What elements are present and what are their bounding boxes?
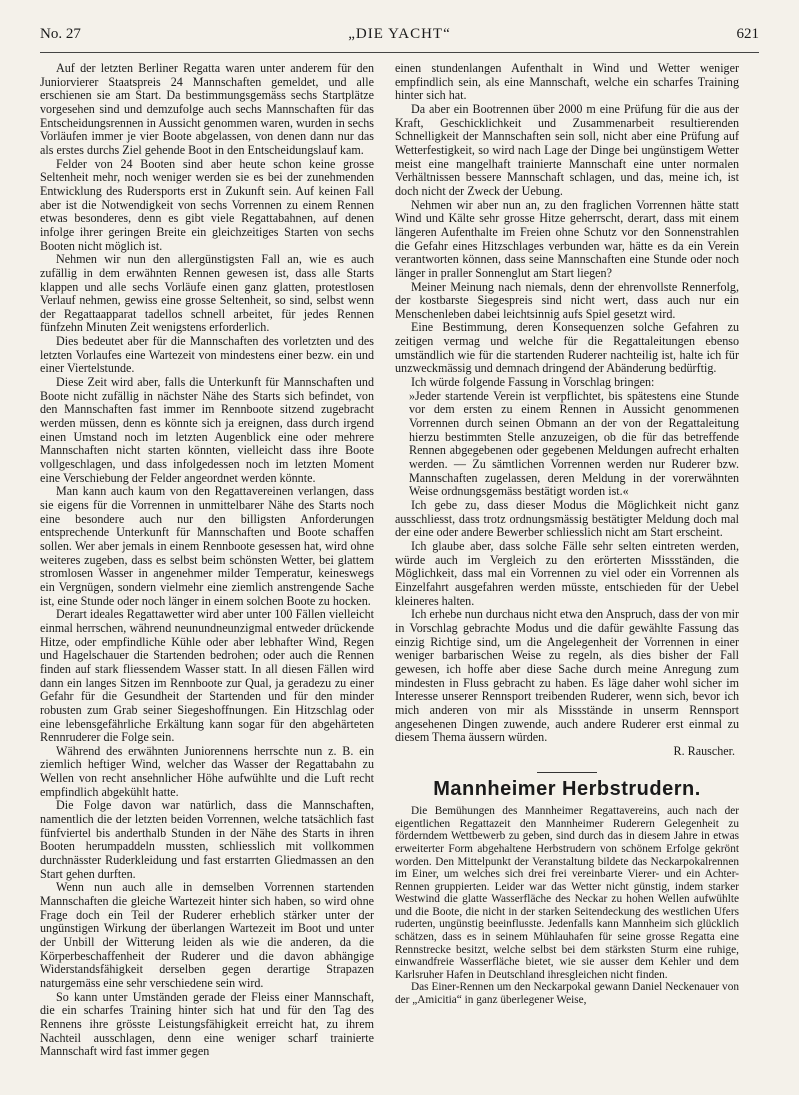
issue-number: No. 27 bbox=[40, 26, 81, 42]
paragraph: Diese Zeit wird aber, falls die Unterkunft für Mannschaften und Boote nicht zufällig in nächster Nähe des Starts sich befindet, von den Mannschaften fast immer im Rennboote sitzend zugebracht werden müssen, denn es könnte sich ja ereignen, dass durch irgend einen Umstand noch im letzten Augenblick eine oder mehrere Mannschaften nicht starten könnten, vielleicht dass ihre Boote vollgeschlagen, und dass infolgedessen noch im letzten Moment eine Verschiebung der Felder angeordnet werden könnte. bbox=[40, 375, 374, 485]
section-divider bbox=[537, 772, 597, 773]
paragraph: Während des erwähnten Juniorennens herrschte nun z. B. ein ziemlich heftiger Wind, welcher das Wasser der Regattabahn zu Wellen von recht ansehnlicher Höhe aufwühlte und die Luft recht empfindlich abgekühlt hatte. bbox=[40, 743, 374, 799]
page-number: 621 bbox=[736, 26, 759, 42]
paragraph: Man kann auch kaum von den Regattavereinen verlangen, dass sie eigens für die Vorrennen in unmittelbarer Nähe des Starts noch eine besondere auch nur den billigsten Anforderungen entsprechende Unterkunft für Mannschaften und Boote schaffen sollen. Wer aber jemals in einem Rennboote gesessen hat, wird ohne weiteres zugeben, dass es selbst beim schönsten Wetter, bei glattem stromlosen Wasser in angenehmer milder Temperatur, keineswegs ein Vergnügen, sondern vielmehr eine ziemlich anstrengende Sache ist, eine Stunde oder noch länger in einem solchen Boote zu hocken. bbox=[40, 484, 374, 608]
paragraph: So kann unter Umständen gerade der Fleiss einer Mannschaft, die ein scharfes Training hinter sich hat und für den Tag des Rennens ihre grösste Leistungsfähigkeit erreicht hat, zu ihrem Nachteil ausschlagen, denn eine weniger scharf trainierte Mannschaft wird fast immer gegen bbox=[40, 989, 374, 1059]
paragraph: Nehmen wir nun den allergünstigsten Fall an, wie es auch zufällig in dem erwähnten Rennen gewesen ist, dass alle Starts klappen und alle sechs Vorläufe einen ganz glatten, protestlosen Verlauf nehmen, gewiss eine grosse Seltenheit, so sind, selbst wenn der Regattaapparat tadellos schnell arbeitet, für jedes Rennen fünfzehn Minuten Zeit wenigstens erforderlich. bbox=[40, 252, 374, 335]
right-column bbox=[395, 62, 739, 1007]
paragraph: Die Folge davon war natürlich, dass die Mannschaften, namentlich die der letzten beiden Vorrennen, welche tatsächlich fast fünfviertel bis anderthalb Stunden in der Nähe des Starts in ihren Booten herumpaddeln mussten, schliesslich mit vollkommen durchnässter Ruderkleidung und fast erstarrten Gliedmassen an den Start gehen durften. bbox=[40, 798, 374, 881]
paragraph: Eine Bestimmung, deren Konsequenzen solche Gefahren zu zeitigen vermag und welche für die Regattaleitungen ebenso umständlich wie für die startenden Ruderer nachteilig ist, halte ich für unzweckmässig und demnach dringend der Abänderung bedürftig. bbox=[395, 320, 739, 376]
author-signature bbox=[395, 745, 739, 759]
page-header bbox=[40, 26, 759, 50]
section-body bbox=[395, 805, 739, 1007]
paragraph: Die Bemühungen des Mannheimer Regattavereins, auch nach der eigentlichen Regattazeit den Mannheimer Ruderern Gelegenheit zu förderndem Wettbewerb zu geben, sind durch das in diesem Jahre in etwas erweiterter Form abgehaltene Herbstrudern von schönem Erfolge gekrönt worden. Den Mittelpunkt der Veranstaltung bildete das Neckarpokalrennen im Einer, um welches sich drei frei vereinbarte Vierer- und ein Achter-Rennen gruppierten. Leider war das Wetter nicht günstig, indem starker Westwind die glatte Wasserfläche des Neckar zu hohen Wellen aufwühlte und die Boote, die nicht in der starken Seitendeckung des westlichen Ufers ruderten, ungünstig beeinflusste. Jedenfalls kann Mannheim sich glücklich schätzen, dass es in seinem Mühlauhafen für seine grosse Regatta eine Rennstrecke besitzt, welche selbst bei dem stärksten Sturm eine ruhige, einwandfreie Wasserfläche bietet, wie sie ausser dem Kehler und dem Karlsruher Hafen in Deutschland ihresgleichen nicht finden. bbox=[395, 805, 739, 981]
paragraph: Auf der letzten Berliner Regatta waren unter anderem für den Juniorvierer Staatspreis 24 Mannschaften gemeldet, und alle erschienen sie am Start. Da bestimmungsgemäss sechs Startplätze vorgesehen sind und demzufolge auch sechs Mannschaften für das Entscheidungsrennen in Aussicht genommen waren, wurden in sechs Vorläufen immer je vier Boote abgelassen, von denen dann nur das als erstes durchs Ziel gehende Boot in den Entscheidungslauf kam. bbox=[40, 61, 374, 157]
left-column bbox=[40, 62, 374, 1059]
paragraph: Derart ideales Regattawetter wird aber unter 100 Fällen vielleicht einmal herrschen, während neunundneunzigmal entweder drückende Hitze, oder empfindliche Kühle oder aber lebhafter Wind, Regen und Hagelschauer die Startenden bedrohen; oder auch die Rennen finden auf stark fliessendem Wasser statt. In all diesen Fällen wird dann ein langes Sitzen im Rennboote zur Qual, ja geradezu zu einer Gefahr für die Gesundheit der Startenden und für den minder robusten zum Grab seiner Siegeshoffnungen. Ein Hitzschlag oder eine lebensgefährliche Erkältung kann sogar für den abgehärteten Rennruderer die Folge sein. bbox=[40, 607, 374, 745]
signature-text: R. Rauscher. bbox=[673, 743, 735, 758]
paragraph: Meiner Meinung nach niemals, denn der ehrenvollste Rennerfolg, der kostbarste Siegespreis sind nicht wert, dass auch nur ein Menschenleben dabei leichtsinnig aufs Spiel gesetzt wird. bbox=[395, 279, 739, 321]
paragraph: Wenn nun auch alle in demselben Vorrennen startenden Mannschaften die gleiche Wartezeit hinter sich haben, so wird ohne Frage doch ein Teil der Ruderer erheblich stärker unter der ungünstigen Wirkung der überlangen Wartezeit im Boot und unter der Unbill der Witterung leiden als wie die anderen, da die Körperbeschaffenheit der Ruderer und die davon abhängige Widerstandsfähigkeit derselben gegen derartige Strapazen naturgemäss eine sehr verschiedene sein wird. bbox=[40, 880, 374, 990]
paragraph: Felder von 24 Booten sind aber heute schon keine grosse Seltenheit mehr, noch weniger werden sie es bei der zunehmenden Entwicklung des Rudersports erst in Zukunft sein. Auf keinen Fall aber ist die Notwendigkeit von sechs Vorrennen zu einem Rennen etwas besonderes, denn es gibt viele Regattabahnen, auf denen infolge ihrer geringen Breite ein gleichzeitiges Starten von sechs Booten nicht möglich ist. bbox=[40, 156, 374, 253]
paragraph: Ich gebe zu, dass dieser Modus die Möglichkeit nicht ganz ausschliesst, dass trotz ordnungsmässig bestätigter Meldung doch mal der eine oder andere Bewerber schliesslich nicht am Start erscheint. bbox=[395, 498, 739, 540]
paragraph: Dies bedeutet aber für die Mannschaften des vorletzten und des letzten Vorlaufes eine Wartezeit von mindestens einer bezw. ein und einer Viertelstunde. bbox=[40, 334, 374, 376]
section-heading: Mannheimer Herbstrudern. bbox=[433, 778, 701, 801]
paragraph: Ich glaube aber, dass solche Fälle sehr selten eintreten werden, würde auch im Vergleich zu den erörterten Missständen, die Möglichkeit, dass mal ein Vorrennen zu viel oder ein Vorrennen als Einzelfahrt ausgefahren werden müsste, entschieden für der Uebel kleineres halten. bbox=[395, 538, 739, 608]
paragraph: Da aber ein Bootrennen über 2000 m eine Prüfung für die aus der Kraft, Geschicklichkeit und Zusammenarbeit resultierenden Schnelligkeit der Mannschaften sein soll, nicht aber eine Prüfung auf Wetterfestigkeit, so wird nach Lage der Dinge bei ungünstigem Wetter meist eine mangelhaft trainierte Mannschaft eine unter normalen Verhältnissen bessere Mannschaft schlagen, und das, meine ich, ist doch nicht der Zweck der Uebung. bbox=[395, 101, 739, 198]
paragraph: Ich erhebe nun durchaus nicht etwa den Anspruch, dass der von mir in Vorschlag gebrachte Modus und die dafür gewählte Fassung das einzig Richtige sind, um die Angelegenheit der Vorrennen in einer weniger barbarischen Weise zu regeln, als dies bisher der Fall gewesen, ich hoffe aber diese Sache durch meine Anregung zum mindesten in Fluss gebracht zu haben. Es läge daher wohl sicher im Interesse unserer Rennsport treibenden Ruderer, wenn sich, bevor ich mich anderen von mir als Missstände in unserm Rennsport angesehenen Dingen zuwende, auch andere Ruderer erst einmal zu diesem Thema äussern würden. bbox=[395, 607, 739, 745]
header-rule bbox=[40, 52, 759, 53]
paragraph: einen stundenlangen Aufenthalt in Wind und Wetter weniger empfindlich sein, als eine Mannschaft, welche ein scharfes Training hinter sich hat. bbox=[395, 61, 739, 103]
proposal-quote: »Jeder startende Verein ist verpflichtet, bis spätestens eine Stunde vor dem ersten zu einem Rennen in Aussicht genommenen Vorrennen durch seinen Obmann an der von der Regattaleitung hierzu bestimmten Stelle anzuzeigen, ob die für das betreffende Rennen abgegebenen oder gegebenen Meldungen aufrecht erhalten werden. — Zu sämtlichen Vorrennen werden nur Ruderer bzw. Mannschaften zugelassen, deren Meldung in der vorerwähnten Weise ordnungsgemäss bestätigt worden ist.« bbox=[409, 388, 739, 499]
paragraph: Das Einer-Rennen um den Neckarpokal gewann Daniel Neckenauer von der „Amicitia“ in ganz überlegener Weise, bbox=[395, 981, 739, 1007]
journal-title: „DIE YACHT“ bbox=[348, 26, 451, 42]
paragraph: Nehmen wir aber nun an, zu den fraglichen Vorrennen hätte statt Wind und Kälte sehr grosse Hitze geherrscht, derart, dass mit einem längeren Aufenthalte im Freien ohne Schutz vor den Sonnenstrahlen die Gefahr eines Hitzschlages verbunden war, hätte es da ein Verein verantworten können, dass seine Mannschaften eine Stunde oder noch länger in praller Sonnenglut am Start liegen? bbox=[395, 197, 739, 280]
paragraph: Ich würde folgende Fassung in Vorschlag bringen: bbox=[411, 375, 655, 390]
